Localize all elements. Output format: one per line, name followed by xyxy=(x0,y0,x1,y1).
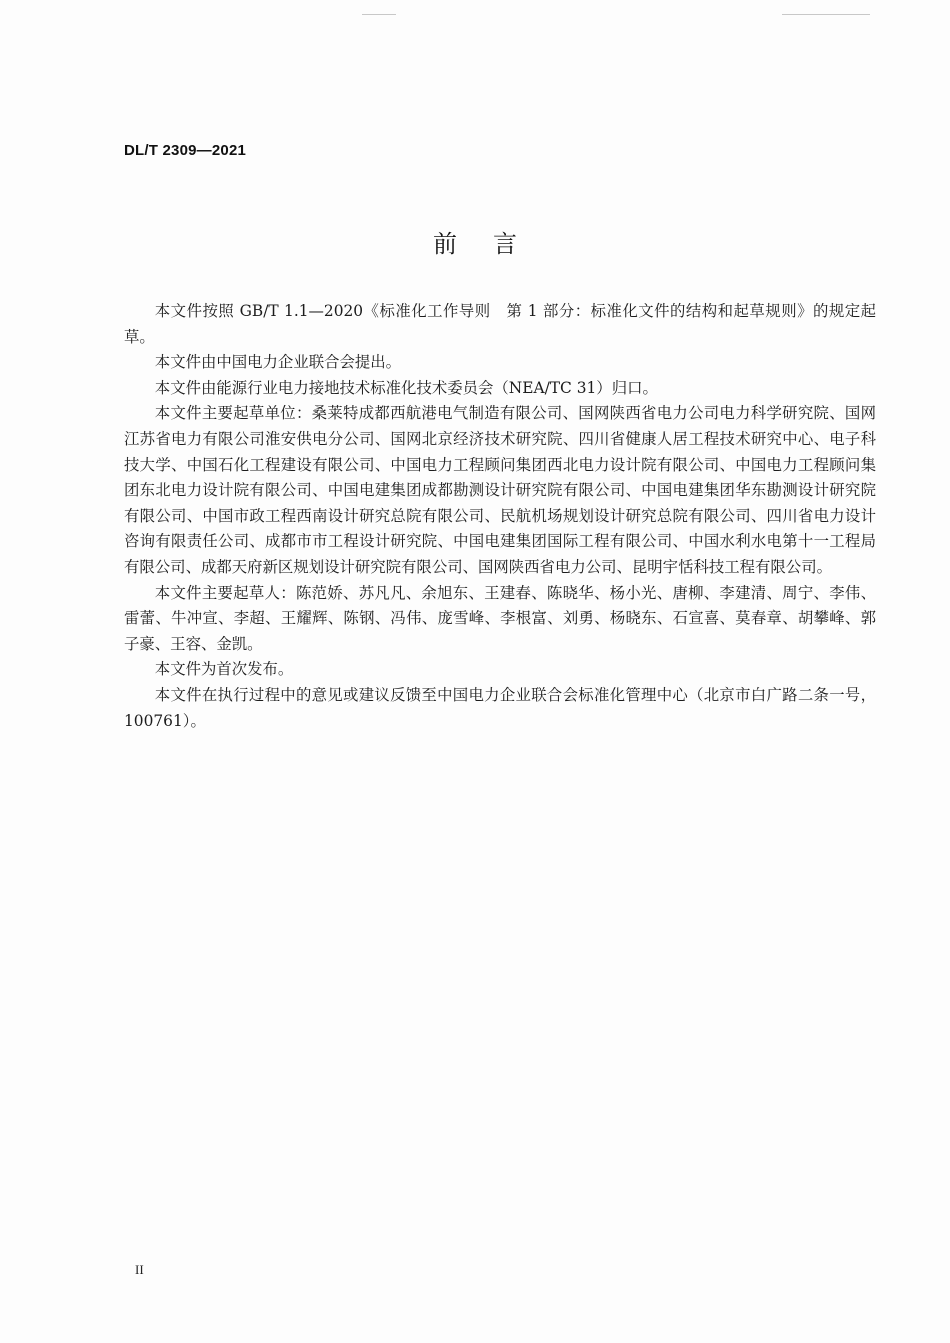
scan-artifact-line xyxy=(782,14,870,15)
paragraph-feedback: 本文件在执行过程中的意见或建议反馈至中国电力企业联合会标准化管理中心（北京市白广路二条一号，100761）。 xyxy=(124,685,876,730)
foreword-body xyxy=(124,299,876,734)
paragraph-first-release: 本文件为首次发布。 xyxy=(154,660,294,679)
paragraph-drafters: 本文件主要起草人：陈范娇、苏凡凡、余旭东、王建春、陈晓华、杨小光、唐柳、李建清、周宁、李伟、雷蕾、牛冲宣、李超、王耀辉、陈钢、冯伟、庞雪峰、李根富、刘勇、杨晓东、石宣喜、莫春章、胡攀峰、郭子豪、王容、金凯。 xyxy=(124,583,876,653)
document-code: DL/T 2309—2021 xyxy=(124,142,247,159)
scan-artifact-line xyxy=(362,14,396,15)
paragraph-drafting-rules: 本文件按照 GB/T 1.1—2020《标准化工作导则 第 1 部分：标准化文件的结构和起草规则》的规定起草。 xyxy=(124,302,876,346)
paragraph-proposer: 本文件由中国电力企业联合会提出。 xyxy=(154,353,402,372)
paragraph-drafting-units: 本文件主要起草单位：桑莱特成都西航港电气制造有限公司、国网陕西省电力公司电力科学研究院、国网江苏省电力有限公司淮安供电分公司、国网北京经济技术研究院、四川省健康人居工程技术研究中心、电子科技大学、中国石化工程建设有限公司、中国电力工程顾问集团西北电力设计院有限公司、中国电力工程顾问集团东北电力设计院有限公司、中国电建集团成都勘测设计研究院有限公司、中国电建集团华东勘测设计研究院有限公司、中国市政工程西南设计研究总院有限公司、民航机场规划设计研究总院有限公司、四川省电力设计咨询有限责任公司、成都市市工程设计研究院、中国电建集团国际工程有限公司、中国水利水电第十一工程局有限公司、成都天府新区规划设计研究院有限公司、国网陕西省电力公司、昆明宇恬科技工程有限公司。 xyxy=(124,404,876,576)
page-title: 前言 xyxy=(433,230,553,258)
page-number: II xyxy=(135,1262,144,1277)
paragraph-committee: 本文件由能源行业电力接地技术标准化技术委员会（NEA/TC 31）归口。 xyxy=(154,378,658,397)
